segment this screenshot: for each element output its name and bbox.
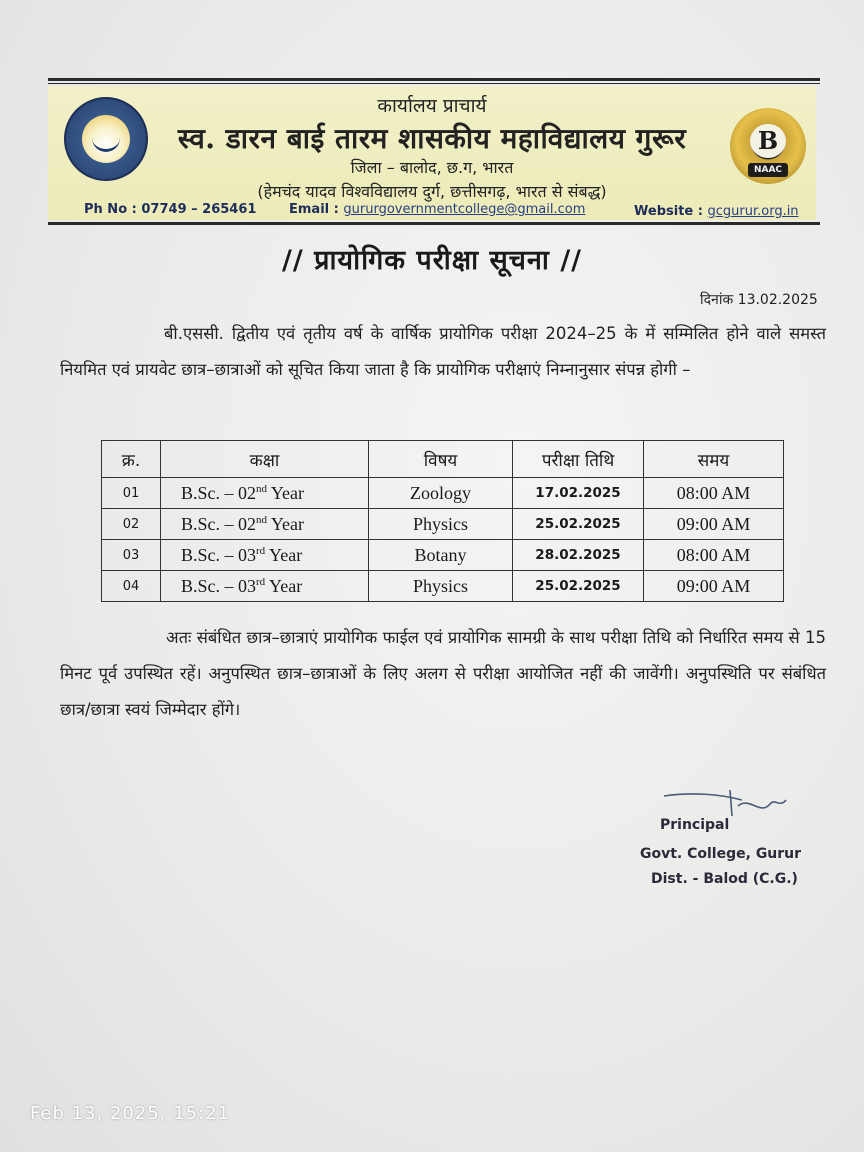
header-time: समय [644, 441, 784, 478]
row-time: 09:00 AM [644, 509, 784, 540]
letterhead-top-rule-thin [48, 83, 820, 84]
website-line [634, 204, 799, 219]
signature-district: Dist. - Balod (C.G.) [651, 871, 798, 887]
college-name: स्व. डारन बाई तारम शासकीय महाविद्यालय गुरूर [177, 122, 687, 155]
header-serial: क्र. [102, 441, 161, 478]
naac-grade: B [750, 124, 786, 158]
notice-heading: // प्रायोगिक परीक्षा सूचना // [281, 245, 583, 276]
row-class: B.Sc. – 02nd Year [161, 478, 369, 509]
phone-line [84, 202, 256, 217]
row-serial: 02 [102, 509, 161, 540]
college-affiliation: (हेमचंद यादव विश्वविद्यालय दुर्ग, छत्तीसगढ़, भारत से संबद्ध) [257, 182, 607, 201]
row-exam-date: 25.02.2025 [513, 509, 644, 540]
row-exam-date: 17.02.2025 [513, 478, 644, 509]
row-serial: 04 [102, 571, 161, 602]
row-serial: 01 [102, 478, 161, 509]
table-row [102, 571, 784, 602]
office-title: कार्यालय प्राचार्य [377, 95, 487, 117]
row-subject: Physics [369, 571, 513, 602]
signature-college: Govt. College, Gurur [640, 846, 802, 862]
row-subject: Botany [369, 540, 513, 571]
header-subject: विषय [369, 441, 513, 478]
header-exam-date: परीक्षा तिथि [513, 441, 644, 478]
letterhead-top-rule [48, 78, 820, 81]
email-label: Email : [289, 202, 339, 217]
email-link[interactable]: gururgovernmentcollege@gmail.com [343, 202, 586, 217]
row-subject: Physics [369, 509, 513, 540]
college-district: जिला – बालोद, छ.ग, भारत [350, 158, 514, 177]
table-row [102, 509, 784, 540]
row-time: 08:00 AM [644, 540, 784, 571]
notice-intro-paragraph: बी.एससी. द्वितीय एवं तृतीय वर्ष के वार्षिक प्रायोगिक परीक्षा 2024–25 के में सम्मिलित होने वाले समस्त नियमित एवं प्रायवेट छात्र–छात्राओं को सूचित किया जाता है कि प्रायोगिक परीक्षाएं निम्नानुसार संपन्न होगी – [60, 324, 826, 379]
row-subject: Zoology [369, 478, 513, 509]
row-class: B.Sc. – 03rd Year [161, 571, 369, 602]
photo-timestamp: Feb 13, 2025, 15:21 [30, 1103, 231, 1124]
row-serial: 03 [102, 540, 161, 571]
phone-number: 07749 – 265461 [141, 202, 257, 217]
notice-closing-paragraph: अतः संबंधित छात्र–छात्राएं प्रायोगिक फाईल एवं प्रायोगिक सामग्री के साथ परीक्षा तिथि को निर्धारित समय से 15 मिनट पूर्व उपस्थित रहें। अनुपस्थित छात्र–छात्राओं के लिए अलग से परीक्षा आयोजित नहीं की जावेंगी। अनुपस्थिति पर संबंधित छात्र/छात्रा स्वयं जिम्मेदार होंगे। [60, 628, 826, 719]
email-line [289, 202, 585, 217]
phone-label: Ph No : [84, 202, 137, 217]
header-class: कक्षा [161, 441, 369, 478]
row-class: B.Sc. – 03rd Year [161, 540, 369, 571]
row-time: 09:00 AM [644, 571, 784, 602]
row-time: 08:00 AM [644, 478, 784, 509]
row-class: B.Sc. – 02nd Year [161, 509, 369, 540]
table-row [102, 478, 784, 509]
signature-title: Principal [660, 817, 730, 833]
table-header-row [102, 441, 784, 478]
row-exam-date: 28.02.2025 [513, 540, 644, 571]
website-label: Website : [634, 204, 703, 219]
website-link[interactable]: gcgurur.org.in [707, 204, 799, 219]
row-exam-date: 25.02.2025 [513, 571, 644, 602]
naac-label: NAAC [748, 163, 788, 177]
notice-date: दिनांक 13.02.2025 [700, 292, 818, 308]
exam-schedule-table [101, 440, 784, 602]
table-row [102, 540, 784, 571]
letterhead-bottom-rule [48, 222, 820, 225]
